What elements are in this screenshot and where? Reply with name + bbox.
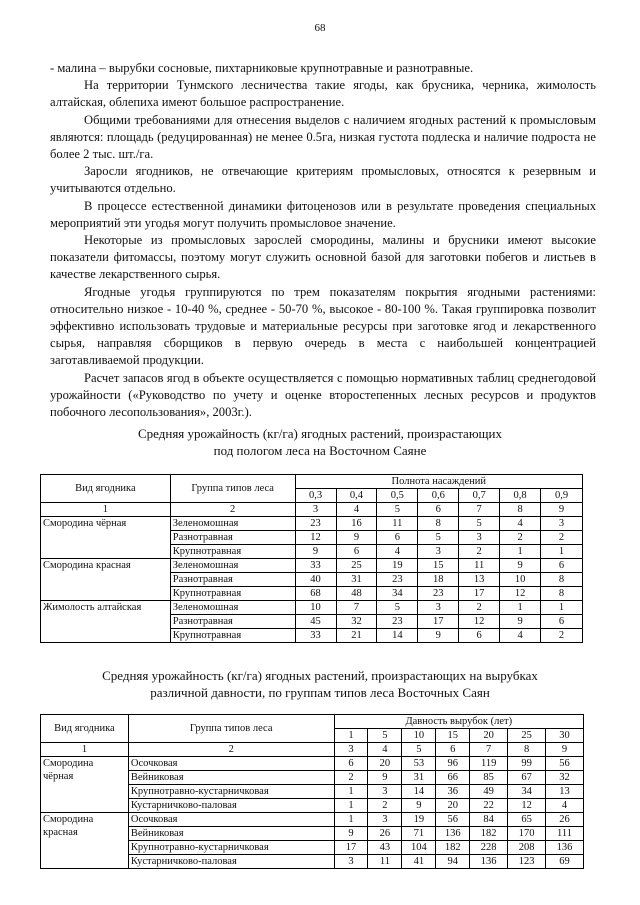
- yield-value-cell: 31: [402, 771, 436, 785]
- yield-value-cell: 1: [541, 545, 583, 559]
- table2-caption-line1: Средняя урожайность (кг/га) ягодных растений, произрастающих на вырубках: [102, 668, 538, 683]
- yield-value-cell: 45: [295, 615, 336, 629]
- table1-yield-under-canopy: [40, 474, 583, 643]
- yield-value-cell: 8: [541, 587, 583, 601]
- table1-caption: [40, 425, 600, 459]
- yield-value-cell: 9: [500, 559, 541, 573]
- forest-type-cell: Вейниковая: [128, 771, 334, 785]
- yield-value-cell: 11: [459, 559, 500, 573]
- table1-col-species: Вид ягодника: [41, 475, 171, 503]
- yield-value-cell: 4: [500, 629, 541, 643]
- yield-value-cell: 53: [402, 757, 436, 771]
- yield-value-cell: 136: [470, 855, 508, 869]
- table2-col-number: 4: [368, 743, 402, 757]
- table2-yield-on-clearings: [40, 714, 584, 869]
- yield-value-cell: 9: [500, 615, 541, 629]
- yield-value-cell: 6: [541, 615, 583, 629]
- yield-value-cell: 34: [377, 587, 418, 601]
- page-number: 68: [314, 22, 326, 34]
- yield-value-cell: 136: [436, 827, 470, 841]
- table1-density-value: 0,9: [541, 489, 583, 503]
- yield-value-cell: 2: [334, 771, 368, 785]
- table2-col-number: 3: [334, 743, 368, 757]
- species-cell: Жимолость алтайская: [41, 601, 171, 643]
- yield-value-cell: 17: [418, 615, 459, 629]
- yield-value-cell: 182: [470, 827, 508, 841]
- table1-col-density: Полнота насаждений: [295, 475, 582, 489]
- yield-value-cell: 1: [334, 799, 368, 813]
- yield-value-cell: 182: [436, 841, 470, 855]
- table2-col-number: 8: [508, 743, 546, 757]
- table2-col-number: 6: [436, 743, 470, 757]
- yield-value-cell: 69: [546, 855, 584, 869]
- yield-value-cell: 9: [336, 531, 377, 545]
- paragraph: Расчет запасов ягод в объекте осуществляется с помощью нормативных таблиц среднегодовой урожайности («Руководство по учету и оценке второстепенных лесных ресурсов и продуктов побочного лесопользования», 2003г.).: [50, 370, 596, 420]
- table1-col-number: 1: [41, 503, 171, 517]
- species-cell: Смородина красная: [41, 813, 129, 869]
- table2-age-value: 1: [334, 729, 368, 743]
- yield-value-cell: 9: [418, 629, 459, 643]
- table2-col-number: 5: [402, 743, 436, 757]
- yield-value-cell: 23: [295, 517, 336, 531]
- yield-value-cell: 40: [295, 573, 336, 587]
- yield-value-cell: 4: [500, 517, 541, 531]
- yield-value-cell: 15: [418, 559, 459, 573]
- yield-value-cell: 136: [546, 841, 584, 855]
- table1-header-row: [41, 475, 583, 489]
- yield-value-cell: 20: [436, 799, 470, 813]
- yield-value-cell: 6: [377, 531, 418, 545]
- table1-col-group: Группа типов леса: [170, 475, 295, 503]
- table-row: [41, 601, 583, 615]
- yield-value-cell: 94: [436, 855, 470, 869]
- forest-type-cell: Зеленомошная: [170, 559, 295, 573]
- table-row: [41, 813, 584, 827]
- yield-value-cell: 56: [546, 757, 584, 771]
- yield-value-cell: 2: [541, 531, 583, 545]
- table1-density-value: 0,4: [336, 489, 377, 503]
- yield-value-cell: 20: [368, 757, 402, 771]
- table1-col-number: 2: [170, 503, 295, 517]
- table1-caption-line2: под пологом леса на Восточном Саяне: [213, 443, 427, 458]
- table1-col-number: 8: [500, 503, 541, 517]
- forest-type-cell: Зеленомошная: [170, 601, 295, 615]
- forest-type-cell: Крупнотравно-кустарничковая: [128, 841, 334, 855]
- yield-value-cell: 5: [377, 601, 418, 615]
- forest-type-cell: Крупнотравная: [170, 545, 295, 559]
- yield-value-cell: 7: [336, 601, 377, 615]
- yield-value-cell: 170: [508, 827, 546, 841]
- yield-value-cell: 10: [295, 601, 336, 615]
- table1-density-value: 0,3: [295, 489, 336, 503]
- yield-value-cell: 14: [402, 785, 436, 799]
- paragraph: Ягодные угодья группируются по трем показателям покрытия ягодными растениями: относительно низкое - 10-40 %, среднее - 50-70 %, высокое - 80-100 %. Такая группировка позволит эффективно использовать трудовые и материальные ресурсы при заготовке ягод и лекарственного сырья, направляя сборщиков в первую очередь в места с наибольшей концентрацией заготавливаемой продукции.: [50, 284, 596, 368]
- yield-value-cell: 11: [377, 517, 418, 531]
- yield-value-cell: 14: [377, 629, 418, 643]
- yield-value-cell: 10: [500, 573, 541, 587]
- yield-value-cell: 111: [546, 827, 584, 841]
- forest-type-cell: Крупнотравная: [170, 587, 295, 601]
- yield-value-cell: 11: [368, 855, 402, 869]
- table2-column-numbers-row: [41, 743, 584, 757]
- table2-age-value: 5: [368, 729, 402, 743]
- forest-type-cell: Крупнотравно-кустарничковая: [128, 785, 334, 799]
- forest-type-cell: Зеленомошная: [170, 517, 295, 531]
- yield-value-cell: 2: [541, 629, 583, 643]
- table1-col-number: 4: [336, 503, 377, 517]
- yield-value-cell: 9: [295, 545, 336, 559]
- yield-value-cell: 56: [436, 813, 470, 827]
- yield-value-cell: 2: [459, 545, 500, 559]
- yield-value-cell: 4: [546, 799, 584, 813]
- yield-value-cell: 43: [368, 841, 402, 855]
- yield-value-cell: 2: [459, 601, 500, 615]
- table1-col-number: 5: [377, 503, 418, 517]
- yield-value-cell: 65: [508, 813, 546, 827]
- yield-value-cell: 99: [508, 757, 546, 771]
- yield-value-cell: 41: [402, 855, 436, 869]
- yield-value-cell: 1: [334, 813, 368, 827]
- yield-value-cell: 48: [336, 587, 377, 601]
- yield-value-cell: 3: [418, 601, 459, 615]
- yield-value-cell: 49: [470, 785, 508, 799]
- yield-value-cell: 85: [470, 771, 508, 785]
- table2-header-row: [41, 715, 584, 729]
- forest-type-cell: Кустарничково-паловая: [128, 799, 334, 813]
- yield-value-cell: 3: [418, 545, 459, 559]
- table1-caption-line1: Средняя урожайность (кг/га) ягодных растений, произрастающих: [137, 426, 503, 441]
- yield-value-cell: 208: [508, 841, 546, 855]
- forest-type-cell: Осочковая: [128, 757, 334, 771]
- yield-value-cell: 26: [368, 827, 402, 841]
- yield-value-cell: 8: [418, 517, 459, 531]
- yield-value-cell: 21: [336, 629, 377, 643]
- table1-col-number: 6: [418, 503, 459, 517]
- yield-value-cell: 68: [295, 587, 336, 601]
- forest-type-cell: Разнотравная: [170, 573, 295, 587]
- table1-density-value: 0,5: [377, 489, 418, 503]
- yield-value-cell: 2: [500, 531, 541, 545]
- yield-value-cell: 6: [334, 757, 368, 771]
- yield-value-cell: 13: [459, 573, 500, 587]
- paragraph: В процессе естественной динамики фитоценозов или в результате проведения специальных мероприятий эти угодья могут получить промысловое значение.: [50, 198, 596, 230]
- yield-value-cell: 3: [334, 855, 368, 869]
- yield-value-cell: 19: [402, 813, 436, 827]
- table-row: [41, 559, 583, 573]
- yield-value-cell: 5: [418, 531, 459, 545]
- yield-value-cell: 71: [402, 827, 436, 841]
- yield-value-cell: 1: [500, 545, 541, 559]
- yield-value-cell: 12: [508, 799, 546, 813]
- forest-type-cell: Осочковая: [128, 813, 334, 827]
- table-row: [41, 757, 584, 771]
- yield-value-cell: 6: [541, 559, 583, 573]
- yield-value-cell: 17: [334, 841, 368, 855]
- yield-value-cell: 16: [336, 517, 377, 531]
- table2-age-value: 30: [546, 729, 584, 743]
- yield-value-cell: 66: [436, 771, 470, 785]
- yield-value-cell: 12: [459, 615, 500, 629]
- paragraph: Некоторые из промысловых зарослей смородины, малины и брусники имеют высокие показатели фитомассы, поэтому могут служить основной базой для заготовки побегов и листьев в качестве лекарственного сырья.: [50, 233, 596, 282]
- table2-caption: [40, 667, 600, 701]
- yield-value-cell: 6: [336, 545, 377, 559]
- yield-value-cell: 9: [334, 827, 368, 841]
- yield-value-cell: 12: [295, 531, 336, 545]
- yield-value-cell: 96: [436, 757, 470, 771]
- yield-value-cell: 33: [295, 629, 336, 643]
- paragraph: На территории Тунмского лесничества такие ягоды, как брусника, черника, жимолость алтайская, облепиха имеют большое распространение.: [50, 78, 596, 110]
- yield-value-cell: 33: [295, 559, 336, 573]
- paragraph: Общими требованиями для отнесения выделов с наличием ягодных растений к промысловым являются: площадь (редуцированная) не менее 0.5га, низкая густота подлеска и наличие подроста не более 2 тыс. шт./га.: [50, 112, 596, 162]
- table2-col-group: Группа типов леса: [128, 715, 334, 743]
- table1-col-number: 7: [459, 503, 500, 517]
- table1-density-value: 0,6: [418, 489, 459, 503]
- yield-value-cell: 12: [500, 587, 541, 601]
- table-row: [41, 517, 583, 531]
- table2-age-value: 25: [508, 729, 546, 743]
- yield-value-cell: 36: [436, 785, 470, 799]
- yield-value-cell: 3: [459, 531, 500, 545]
- paragraph: Заросли ягодников, не отвечающие критериям промысловых, относятся к резервным и учитываются отдельно.: [50, 164, 596, 196]
- body-text: [50, 60, 596, 421]
- yield-value-cell: 5: [459, 517, 500, 531]
- table1-col-number: 3: [295, 503, 336, 517]
- yield-value-cell: 104: [402, 841, 436, 855]
- yield-value-cell: 17: [459, 587, 500, 601]
- table2-age-value: 15: [436, 729, 470, 743]
- species-cell: Смородина чёрная: [41, 757, 129, 813]
- table2-age-value: 10: [402, 729, 436, 743]
- yield-value-cell: 67: [508, 771, 546, 785]
- yield-value-cell: 13: [546, 785, 584, 799]
- table2-age-value: 20: [470, 729, 508, 743]
- table1-column-numbers-row: [41, 503, 583, 517]
- forest-type-cell: Крупнотравная: [170, 629, 295, 643]
- species-cell: Смородина красная: [41, 559, 171, 601]
- forest-type-cell: Вейниковая: [128, 827, 334, 841]
- yield-value-cell: 31: [336, 573, 377, 587]
- table2-col-number: 7: [470, 743, 508, 757]
- yield-value-cell: 25: [336, 559, 377, 573]
- yield-value-cell: 22: [470, 799, 508, 813]
- yield-value-cell: 228: [470, 841, 508, 855]
- yield-value-cell: 2: [368, 799, 402, 813]
- table2-col-age: Давность вырубок (лет): [334, 715, 583, 729]
- yield-value-cell: 84: [470, 813, 508, 827]
- yield-value-cell: 8: [541, 573, 583, 587]
- table1-density-value: 0,7: [459, 489, 500, 503]
- yield-value-cell: 9: [402, 799, 436, 813]
- yield-value-cell: 4: [377, 545, 418, 559]
- yield-value-cell: 23: [377, 615, 418, 629]
- forest-type-cell: Разнотравная: [170, 531, 295, 545]
- forest-type-cell: Разнотравная: [170, 615, 295, 629]
- yield-value-cell: 19: [377, 559, 418, 573]
- yield-value-cell: 3: [368, 785, 402, 799]
- species-cell: Смородина чёрная: [41, 517, 171, 559]
- yield-value-cell: 34: [508, 785, 546, 799]
- table2-col-number: 1: [41, 743, 129, 757]
- yield-value-cell: 123: [508, 855, 546, 869]
- table2-col-species: Вид ягодника: [41, 715, 129, 743]
- table1-density-value: 0,8: [500, 489, 541, 503]
- yield-value-cell: 6: [459, 629, 500, 643]
- yield-value-cell: 23: [377, 573, 418, 587]
- table2-col-number: 9: [546, 743, 584, 757]
- table2-col-number: 2: [128, 743, 334, 757]
- yield-value-cell: 3: [541, 517, 583, 531]
- table1-col-number: 9: [541, 503, 583, 517]
- yield-value-cell: 26: [546, 813, 584, 827]
- forest-type-cell: Кустарничково-паловая: [128, 855, 334, 869]
- yield-value-cell: 1: [334, 785, 368, 799]
- yield-value-cell: 18: [418, 573, 459, 587]
- yield-value-cell: 1: [500, 601, 541, 615]
- yield-value-cell: 119: [470, 757, 508, 771]
- yield-value-cell: 9: [368, 771, 402, 785]
- paragraph: - малина – вырубки сосновые, пихтарниковые крупнотравные и разнотравные.: [50, 61, 474, 75]
- yield-value-cell: 1: [541, 601, 583, 615]
- yield-value-cell: 23: [418, 587, 459, 601]
- table2-caption-line2: различной давности, по группам типов леса Восточных Саян: [150, 685, 490, 700]
- yield-value-cell: 32: [546, 771, 584, 785]
- yield-value-cell: 3: [368, 813, 402, 827]
- yield-value-cell: 32: [336, 615, 377, 629]
